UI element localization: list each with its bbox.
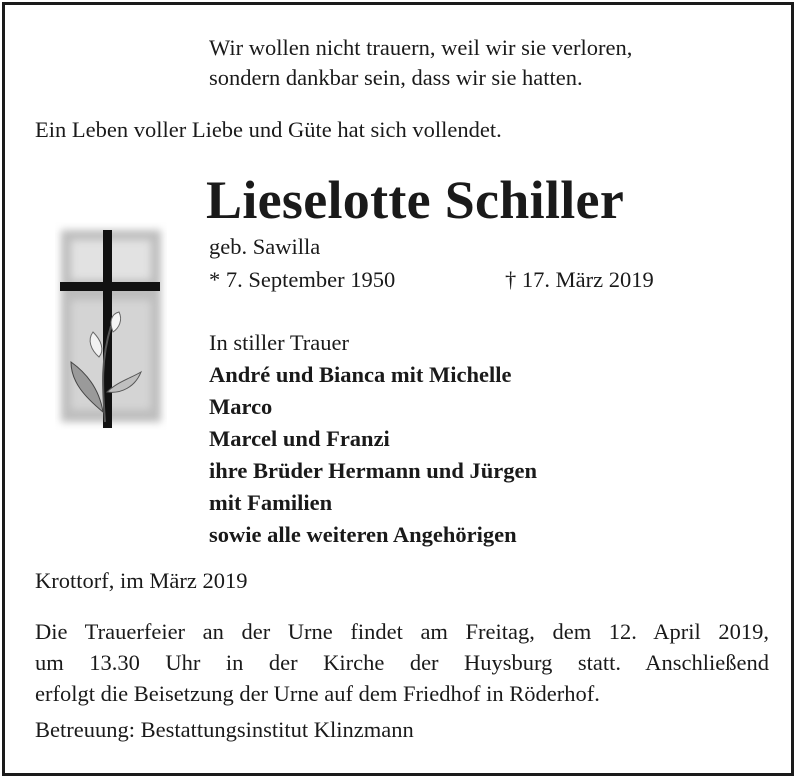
mourner-line: Marco: [209, 394, 273, 419]
mourner-line: ihre Brüder Hermann und Jürgen: [209, 458, 537, 483]
place-date: Krottorf, im März 2019: [35, 568, 248, 593]
quote-line-1: Wir wollen nicht trauern, weil wir sie verloren,: [209, 35, 633, 60]
ceremony-line-3: erfolgt die Beisetzung der Urne auf dem Friedhof in Röderhof.: [35, 681, 600, 706]
funeral-home: Betreuung: Bestattungsinstitut Klinzmann: [35, 717, 414, 742]
cross-with-calla-lily-icon: [55, 222, 167, 430]
maiden-name: geb. Sawilla: [209, 234, 321, 259]
mourner-line: Marcel und Franzi: [209, 426, 390, 451]
intro-text: Ein Leben voller Liebe und Güte hat sich vollendet.: [35, 117, 502, 142]
mourner-line: mit Familien: [209, 490, 333, 515]
mourner-line: André und Bianca mit Michelle: [209, 362, 512, 387]
deceased-name: Lieselotte Schiller: [206, 170, 625, 230]
mourner-line: sowie alle weiteren Angehörigen: [209, 522, 517, 547]
ceremony-line-1: Die Trauerfeier an der Urne findet am Freitag, dem 12. April 2019,: [35, 619, 769, 644]
ceremony-line-2: um 13.30 Uhr in der Kirche der Huysburg statt. Anschließend: [35, 650, 769, 675]
mourning-heading: In stiller Trauer: [209, 330, 349, 355]
quote-line-2: sondern dankbar sein, dass wir sie hatten.: [209, 65, 583, 90]
death-date: † 17. März 2019: [505, 267, 654, 292]
birth-date: * 7. September 1950: [209, 267, 396, 292]
